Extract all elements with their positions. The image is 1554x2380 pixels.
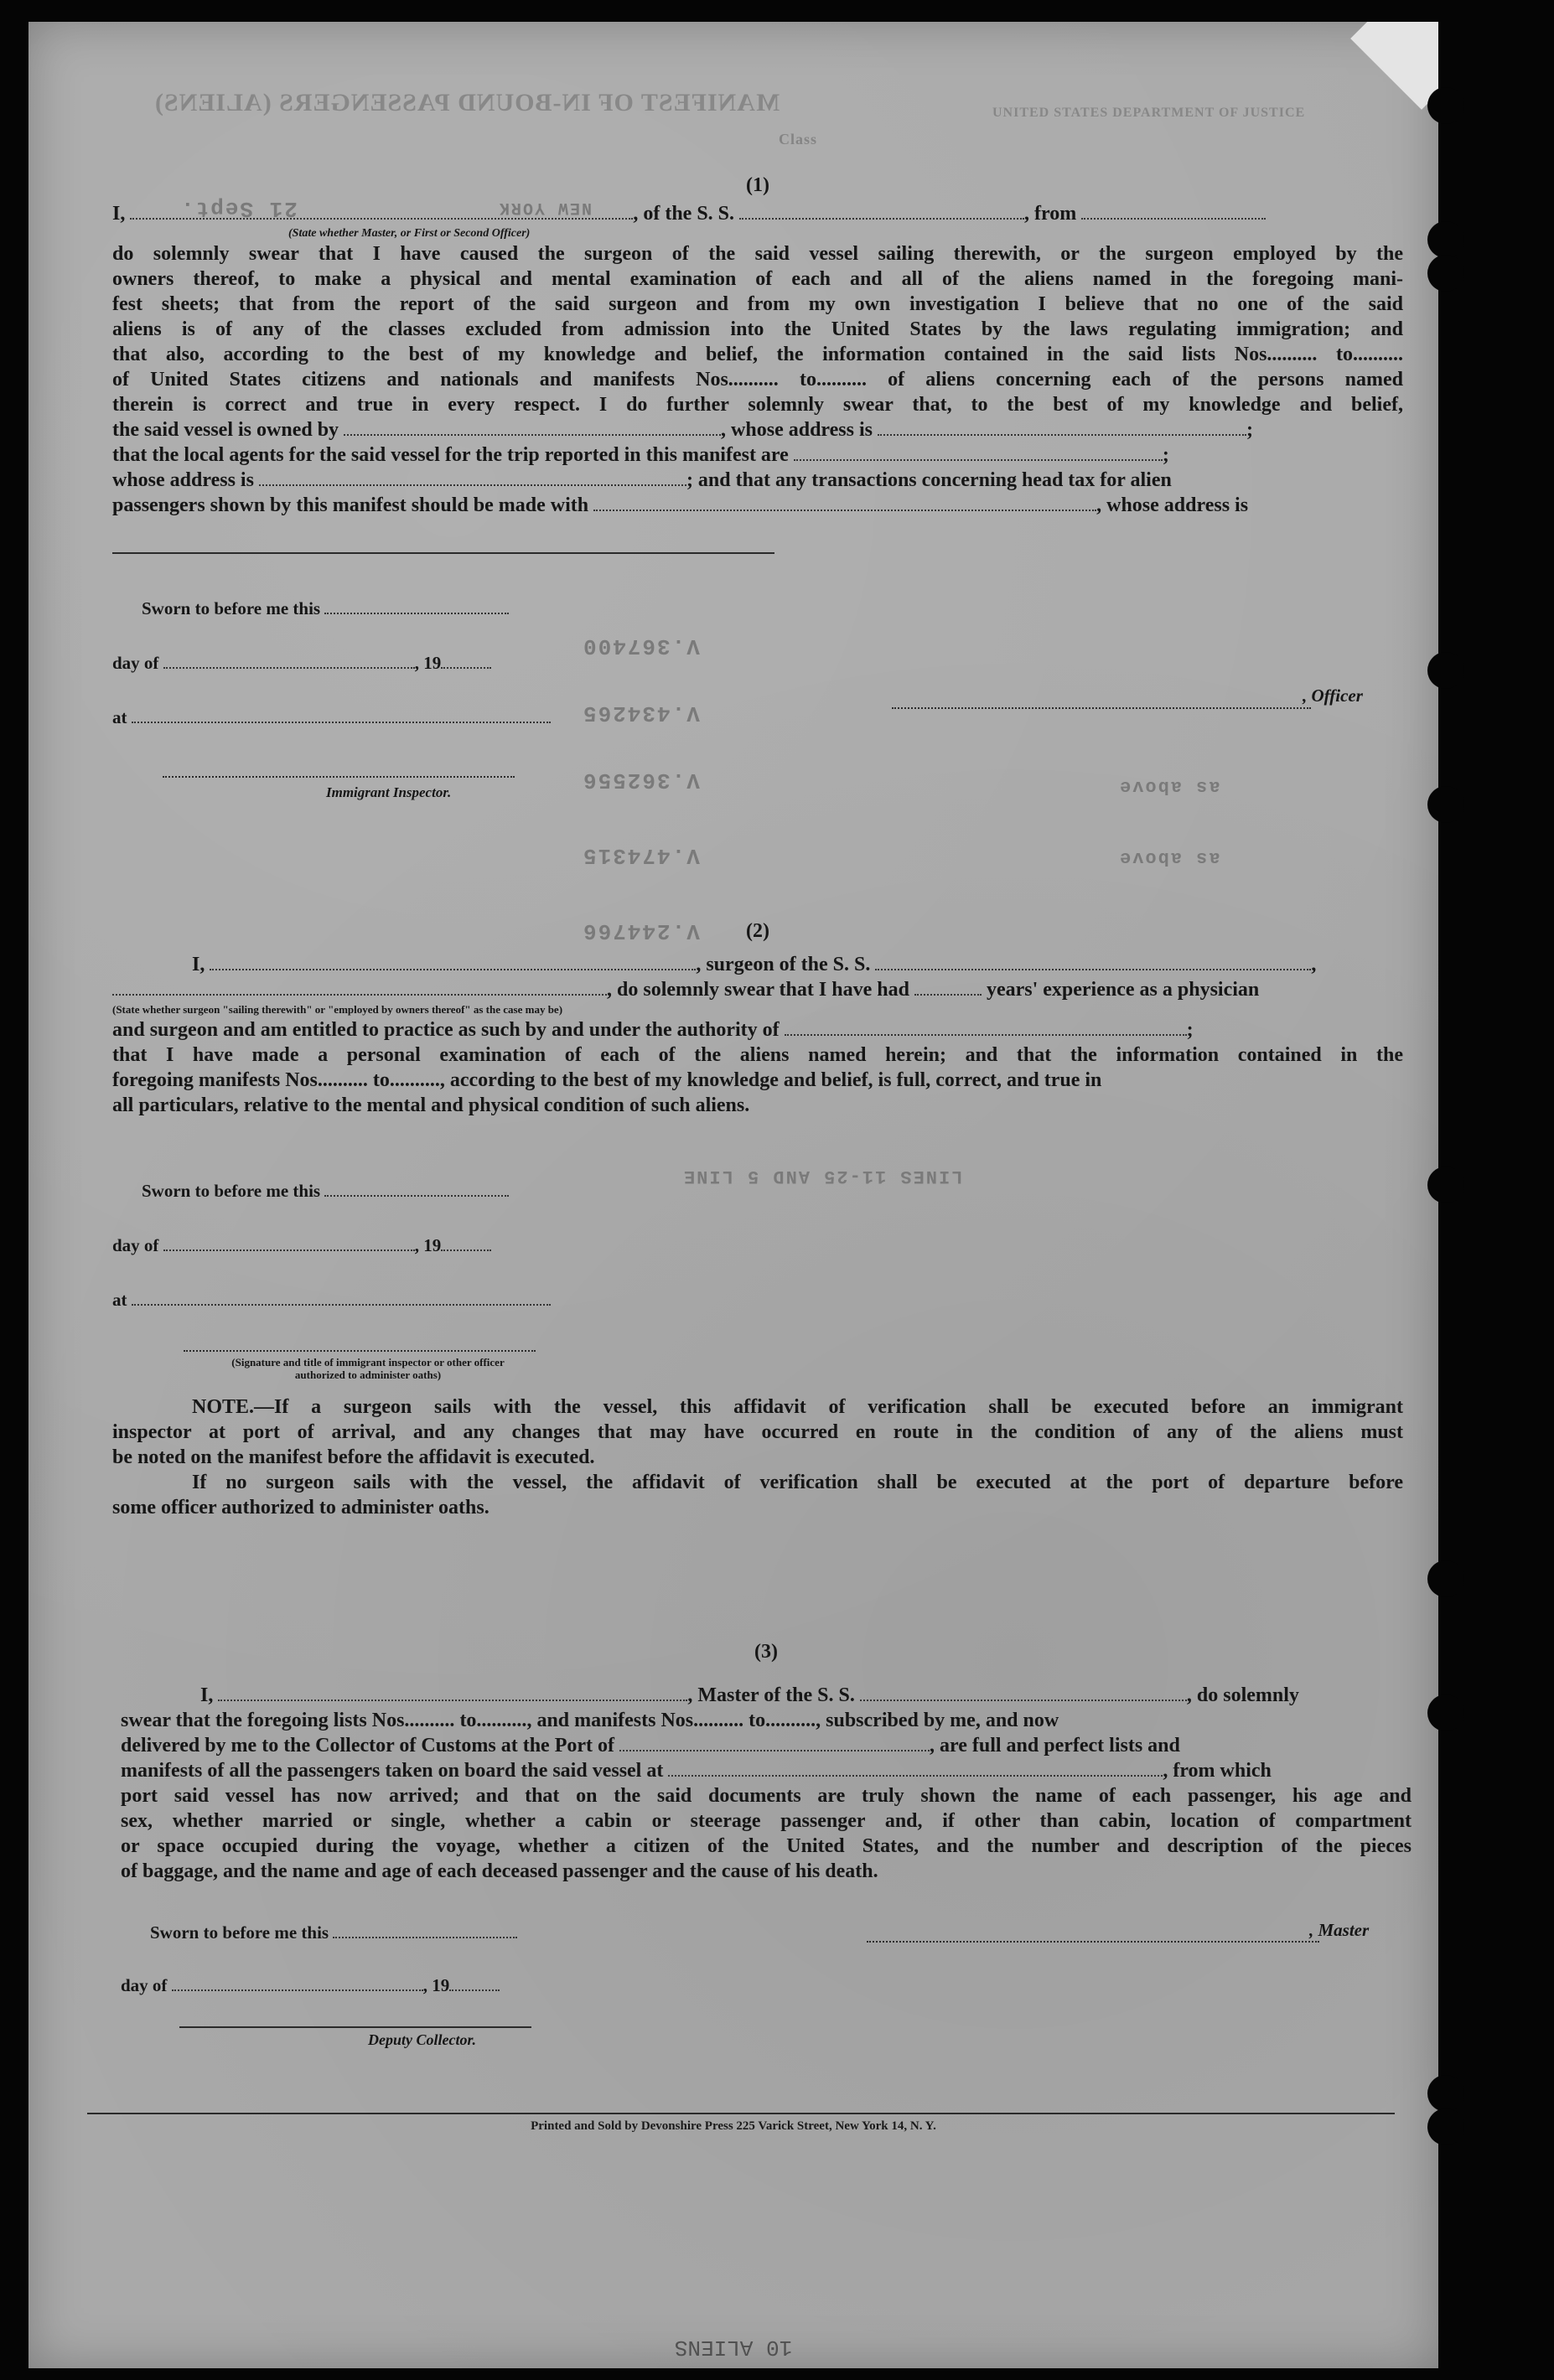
punch-hole [1427,786,1464,823]
section-3-master-caption: , Master [1309,1920,1370,1940]
note-line-3: be noted on the manifest before the affidavit is executed. [112,1446,595,1468]
section-3-line-1: I, , Master of the S. S. , do solemnly [200,1684,1299,1706]
section-2-line-6: all particulars, relative to the mental and physical condition of such aliens. [112,1094,750,1116]
section-2-line-4: that I have made a personal examination of each of the aliens named herein; and that the information contained in the [112,1044,1403,1066]
bleed-port: NEW YORK [498,198,593,217]
section-2-signature-rule [184,1350,536,1352]
note-line-4: If no surgeon sails with the vessel, the affidavit of verification shall be executed at the port of departure before [192,1472,1403,1493]
section-1-headtax-line: passengers shown by this manifest should be made with , whose address is [112,494,1249,516]
section-1-officer-caption: , Officer [1303,686,1363,706]
punch-hole [1427,2108,1464,2145]
section-1-para-2: owners thereof, to make a physical and mental examination of each and all of the aliens named in the foregoing mani- [112,268,1403,290]
section-3-sworn: Sworn to before me this [150,1920,517,1943]
section-3-line-7: or space occupied during the voyage, whether a citizen of the United States, and the number and description of the pieces [121,1835,1412,1857]
master-signature-rule [867,1941,1319,1943]
bleed-as-above-1: as above [1118,776,1220,797]
section-3-line-6: sex, whether married or single, whether a cabin or steerage passenger and, if other than cabin, location of compartment [121,1810,1412,1832]
bottom-mirror-text: 10 ALIENS [674,2335,793,2360]
inspector-signature-rule [163,776,515,778]
section-3-collector-caption: Deputy Collector. [368,2031,476,2048]
note-line-2: inspector at port of arrival, and any changes that may have occurred en route in the condition of any of the aliens must [112,1421,1403,1443]
punch-hole [1427,652,1464,689]
officer-signature-rule [892,707,1311,709]
section-2-line-2: , do solemnly swear that I have had years' experience as a physician [112,977,1403,1002]
punch-hole [1427,1560,1464,1597]
header-subtitle-faint: UNITED STATES DEPARTMENT OF JUSTICE [992,106,1306,120]
section-2-number: (2) [746,920,769,942]
folded-corner [1350,22,1438,110]
section-2-sworn: Sworn to before me this [142,1178,509,1202]
section-2-notes [112,1394,1403,1520]
punch-hole [1427,87,1464,124]
section-1-para-3: fest sheets; that from the report of the said surgeon and from my own investigation I believe that no one of the said [112,293,1403,315]
section-1-address-line: whose address is ; and that any transactions concerning head tax for alien [112,469,1172,491]
section-3-line-2: swear that the foregoing lists Nos.......... to.........., and manifests Nos.......... to.........., subscribed by me, and now [121,1710,1059,1731]
section-1-sworn: Sworn to before me this [142,596,509,619]
section-1-officer-note: (State whether Master, or First or Second Officer) [288,227,531,240]
section-2 [112,918,1403,1118]
note-line-1: NOTE.—If a surgeon sails with the vessel, this affidavit of verification shall be executed before an immigrant [192,1396,1403,1418]
section-2-at: at [112,1287,551,1311]
header-class-label: Class [779,131,818,147]
section-2-note: (State whether surgeon "sailing therewith" or "employed by owners thereof" as the case may be) [112,1003,563,1016]
section-2-caption: (Signature and title of immigrant inspector or other officer authorized to administer oaths) [231,1356,505,1381]
section-1-para-6: of United States citizens and nationals and manifests Nos.......... to.......... of aliens concerning each of the persons named [112,369,1403,391]
section-3-line-3: delivered by me to the Collector of Customs at the Port of , are full and perfect lists and [121,1735,1180,1757]
punch-hole [1427,255,1464,292]
punch-hole [1427,1694,1464,1731]
section-1-day-of: day of , 19 [112,650,491,674]
bleed-v5: V.244766 [582,918,700,944]
section-1-owner-line: the said vessel is owned by , whose address is ; [112,419,1253,441]
note-line-5: some officer authorized to administer oaths. [112,1497,490,1519]
section-3-line-4: manifests of all the passengers taken on board the said vessel at , from which [121,1760,1272,1782]
section-3-line-8: of baggage, and the name and age of each deceased passenger and the cause of his death. [121,1860,878,1882]
punch-hole [1427,1167,1464,1203]
section-1-signature-rule [112,552,774,554]
section-1-at: at [112,705,551,728]
section-3-day-of: day of , 19 [121,1973,500,1996]
section-3-line-5: port said vessel has now arrived; and that on the said documents are truly shown the name of each passenger, his age and [121,1785,1412,1807]
bleed-v4: V.474315 [582,843,700,868]
note-title: NOTE. [192,1396,255,1418]
bleed-v2: V.434265 [582,701,700,726]
section-1-para-5: that also, according to the best of my knowledge and belief, the information contained in the said lists Nos.......... to.......... [112,344,1403,365]
section-3-number: (3) [754,1641,778,1663]
section-2-day-of: day of , 19 [112,1233,491,1256]
section-1-inspector-caption: Immigrant Inspector. [326,784,452,800]
section-1-para-7: therein is correct and true in every respect. I do further solemnly swear that, to the best of my knowledge and belief, [112,394,1403,416]
section-1-para-4: aliens is of any of the classes excluded from admission into the United States by the laws regulating immigration; and [112,318,1403,340]
bleed-bottom-stamp: LINES 11-25 AND 5 LINE [682,1166,963,1187]
section-2-line-1: I, , surgeon of the S. S. , [192,954,1317,975]
bleed-date: 21 Sept. [179,196,298,221]
bleed-as-above-2: as above [1118,847,1220,868]
header-title-faint: MANIFEST OF IN-BOUND PASSENGERS (ALIENS) [154,89,780,116]
manifest-page [28,22,1438,2368]
bleed-v1: V.367400 [582,634,700,659]
section-2-line-5: foregoing manifests Nos.......... to.........., according to the best of my knowledge and belief, is full, correct, and true in [112,1069,1102,1091]
section-1-number: (1) [746,174,769,196]
section-2-line-3: and surgeon and am entitled to practice as such by and under the authority of ; [112,1019,1194,1041]
footer-rule [87,2113,1395,2114]
printer-credit: Printed and Sold by Devonshire Press 225 Varick Street, New York 14, N. Y. [531,2119,936,2133]
section-1-agents-line: that the local agents for the said vessel for the trip reported in this manifest are ; [112,444,1169,466]
bleed-v3: V.362556 [582,768,700,793]
punch-hole [1427,2075,1464,2112]
section-1-para-1: do solemnly swear that I have caused the surgeon of the said vessel sailing therewith, or the surgeon employed by the [112,243,1403,265]
section-1-intro-line: I, , of the S. S. , from [112,201,1403,226]
section-1 [112,173,1403,518]
collector-signature-rule [179,2026,531,2028]
section-3 [121,1639,1412,1884]
punch-hole [1427,221,1464,258]
